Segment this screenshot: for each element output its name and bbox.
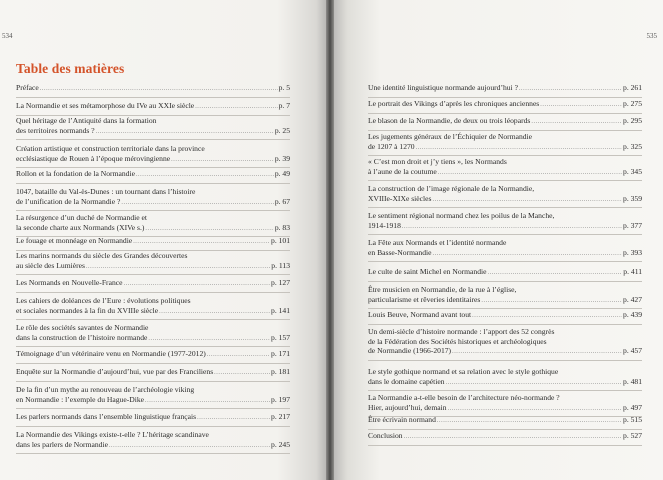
toc-entry <box>16 144 290 168</box>
toc-entry <box>368 327 642 361</box>
dot-leader <box>145 397 270 407</box>
toc-entry-line <box>16 367 290 379</box>
dot-leader <box>448 405 622 415</box>
toc-entry-title: en Basse-Normandie <box>368 247 432 257</box>
toc-entry-title: 1047, bataille du Val-ès-Dunes : un tournant dans l’histoire <box>16 187 196 196</box>
toc-entry-title: Le fouage et monnéage en Normandie <box>16 236 133 245</box>
toc-entry-title: au siècle des Lumières <box>16 260 85 270</box>
toc-entry-title: Louis Beuve, Normand avant tout <box>368 310 472 319</box>
toc-entry <box>368 132 642 156</box>
toc-page-ref: p. 411 <box>623 267 642 276</box>
toc-entry-line <box>368 99 642 111</box>
toc-entry <box>16 169 290 184</box>
toc-entry-title: Être musicien en Normandie, de la rue à l’église, <box>368 285 517 294</box>
toc-entry-line <box>368 142 642 154</box>
toc-entry <box>368 310 642 325</box>
toc-entry-title: particularisme et rêveries identitaires <box>368 294 481 304</box>
toc-entry-line <box>368 238 642 248</box>
dot-leader <box>531 118 622 128</box>
toc-page-ref: p. 5 <box>278 83 290 92</box>
toc-page-ref: p. 197 <box>271 394 290 404</box>
dot-leader <box>121 199 273 209</box>
toc-entry-title: Un demi-siècle d’histoire normande : l’apport des 52 congrès <box>368 327 555 336</box>
toc-page-ref: p. 127 <box>271 278 290 287</box>
toc-page-ref: p. 439 <box>623 310 642 319</box>
dot-leader <box>195 103 277 113</box>
dot-leader <box>136 171 274 181</box>
toc-entry-line <box>368 367 642 377</box>
dot-leader <box>472 312 622 322</box>
toc-page-ref: p. 481 <box>623 376 642 386</box>
toc-entry-title: De la fin d’un mythe au renouveau de l’archéologie viking <box>16 385 195 394</box>
toc-page-ref: p. 49 <box>274 169 290 178</box>
toc-entry-line <box>16 412 290 424</box>
toc-entry-title: La Normandie a-t-elle besoin de l’architecture néo-normande ? <box>368 393 560 402</box>
toc-entry-title: Quel héritage de l’Antiquité dans la formation <box>16 116 157 125</box>
toc-entry <box>368 238 642 262</box>
toc-entry-line <box>368 327 642 337</box>
toc-page-ref: p. 527 <box>623 431 642 440</box>
toc-entry-title: à l’aune de la coutume <box>368 166 437 176</box>
dot-leader <box>519 85 622 95</box>
toc-page-ref: p. 141 <box>271 305 290 315</box>
toc-page-ref: p. 181 <box>271 367 290 376</box>
toc-page-ref: p. 67 <box>274 196 290 206</box>
toc-page-ref: p. 7 <box>278 101 290 110</box>
toc-entry-title: La résurgence d’un duché de Normandie et <box>16 213 148 222</box>
left-page <box>0 0 326 480</box>
toc-entry-title: Les jugements généraux de l’Échiquier de Normandie <box>368 132 533 141</box>
left-page-number: 534 <box>2 32 13 40</box>
dot-leader <box>404 433 622 443</box>
toc-entry <box>16 349 290 364</box>
toc-page-ref: p. 515 <box>623 415 642 424</box>
toc-entry-title: Le sentiment régional normand chez les poilus de la Manche, <box>368 211 555 220</box>
toc-entry-line <box>368 346 642 358</box>
toc-entry-line <box>368 267 642 279</box>
dot-leader <box>96 128 274 138</box>
toc-entry <box>368 415 642 430</box>
toc-entry-line <box>368 431 642 443</box>
toc-entry <box>16 323 290 347</box>
toc-entry-line <box>16 223 290 235</box>
dot-leader <box>432 250 622 260</box>
dot-leader <box>159 308 270 318</box>
toc-entry-line <box>16 116 290 126</box>
dot-leader <box>432 196 622 206</box>
toc-entry-line <box>16 154 290 166</box>
dot-leader <box>488 269 623 279</box>
toc-entry <box>16 412 290 427</box>
dot-leader <box>197 414 270 424</box>
toc-entry-line <box>16 395 290 407</box>
dot-leader <box>86 263 270 273</box>
toc-entry <box>16 187 290 211</box>
toc-entry-line <box>368 295 642 307</box>
toc-entry-title: Préface <box>16 83 39 92</box>
toc-entry <box>16 278 290 293</box>
dot-leader <box>207 351 270 361</box>
toc-entry-line <box>368 403 642 415</box>
toc-entry <box>368 83 642 98</box>
toc-entry-line <box>368 116 642 128</box>
dot-leader <box>40 85 278 95</box>
toc-page-ref: p. 83 <box>274 222 290 232</box>
toc-entry-line <box>16 261 290 273</box>
toc-entry <box>16 367 290 382</box>
toc-page-ref: p. 325 <box>623 141 642 151</box>
toc-entry-title: dans les parlers de Normandie <box>16 439 108 449</box>
dot-leader <box>452 348 622 358</box>
toc-entry-title: et sociales normandes à la fin du XVIIIe siècle <box>16 305 159 315</box>
toc-entry-line <box>368 167 642 179</box>
toc-entry-title: de l’unification de la Normandie ? <box>16 196 121 206</box>
toc-page-ref: p. 377 <box>623 220 642 230</box>
toc-entry-line <box>16 101 290 113</box>
dot-leader <box>145 225 273 235</box>
toc-page-ref: p. 275 <box>623 99 642 108</box>
toc-page-ref: p. 217 <box>271 412 290 421</box>
toc-entry-line <box>16 236 290 248</box>
toc-entry-line <box>368 194 642 206</box>
toc-entry <box>368 99 642 114</box>
toc-entry-title: Le blason de la Normandie, de deux ou trois léopards <box>368 116 531 125</box>
toc-entry-title: XVIIIe-XIXe siècles <box>368 193 432 203</box>
toc-entry-line <box>16 385 290 395</box>
toc-entry-title: en Normandie : l’exemple du Hague-Dike <box>16 394 144 404</box>
toc-page-ref: p. 393 <box>623 247 642 257</box>
dot-leader <box>402 223 622 233</box>
toc-entry <box>16 236 290 251</box>
dot-leader <box>124 280 271 290</box>
toc-page-ref: p. 345 <box>623 166 642 176</box>
toc-entry-title: Une identité linguistique normande aujourd’hui ? <box>368 83 518 92</box>
toc-entry-title: de Normandie (1966-2017) <box>368 346 452 356</box>
toc-entry-line <box>16 440 290 452</box>
toc-page-ref: p. 101 <box>271 236 290 245</box>
toc-page-ref: p. 359 <box>623 193 642 203</box>
toc-entry-line <box>16 323 290 333</box>
toc-entry-line <box>368 83 642 95</box>
toc-page-ref: p. 427 <box>623 294 642 304</box>
toc-entry-title: Le rôle des sociétés savantes de Normandie <box>16 323 149 332</box>
toc-entry-line <box>16 83 290 95</box>
toc-entry <box>368 367 642 391</box>
toc-entry <box>368 157 642 181</box>
dot-leader <box>446 379 622 389</box>
toc-entry <box>368 184 642 208</box>
toc-entry <box>368 431 642 446</box>
toc-entry-line <box>368 310 642 322</box>
toc-entry-title: Les marins normands du siècle des Grandes découvertes <box>16 251 188 260</box>
toc-entry-line <box>16 349 290 361</box>
toc-entry-title: Être écrivain normand <box>368 415 436 424</box>
toc-entry-title: de 1207 à 1270 <box>368 141 415 151</box>
toc-entry <box>16 213 290 237</box>
toc-entry-line <box>16 306 290 318</box>
toc-entry-line <box>368 415 642 427</box>
toc-entry-title: dans la construction de l’histoire normande <box>16 332 148 342</box>
toc-entry-title: La Fête aux Normands et l’identité normande <box>368 238 507 247</box>
toc-entry-title: la seconde charte aux Normands (XIVe s.) <box>16 222 145 232</box>
toc-entry-title: Les parlers normands dans l’ensemble linguistique français <box>16 412 197 421</box>
toc-entry-title: La Normandie et ses métamorphose du IVe au XXIe siècle <box>16 101 195 110</box>
toc-entry-line <box>368 132 642 142</box>
toc-entry-title: de la Fédération des Sociétés historiques et archéologiques <box>368 336 547 346</box>
toc-entry <box>368 211 642 235</box>
toc-entry-line <box>16 296 290 306</box>
toc-entry-title: 1914-1918 <box>368 220 401 230</box>
dot-leader <box>481 297 622 307</box>
toc-entry-line <box>368 211 642 221</box>
toc-title: Table des matières <box>16 61 125 76</box>
toc-entry <box>368 393 642 417</box>
toc-entry-line <box>368 393 642 403</box>
dot-leader <box>109 442 270 452</box>
toc-entry <box>16 116 290 140</box>
toc-entry-line <box>16 333 290 345</box>
book-gutter <box>326 0 334 480</box>
toc-entry-title: Enquête sur la Normandie d’aujourd’hui, vue par des Franciliens <box>16 367 214 376</box>
toc-page-ref: p. 171 <box>271 349 290 358</box>
toc-entry-title: La construction de l’image régionale de la Normandie, <box>368 184 535 193</box>
toc-entry <box>16 430 290 454</box>
dot-leader <box>540 101 622 111</box>
dot-leader <box>214 369 270 379</box>
toc-page-ref: p. 39 <box>274 153 290 163</box>
toc-entry-line <box>16 197 290 209</box>
toc-entry <box>16 385 290 409</box>
toc-entry-line <box>16 213 290 223</box>
toc-page-ref: p. 25 <box>274 125 290 135</box>
toc-entry-line <box>16 278 290 290</box>
toc-page-ref: p. 113 <box>271 260 290 270</box>
toc-entry-title: Création artistique et construction territoriale dans la province <box>16 144 205 153</box>
toc-entry-title: « C’est mon droit et j’y tiens », les Normands <box>368 157 507 166</box>
toc-entry <box>16 101 290 116</box>
toc-entry-line <box>368 221 642 233</box>
toc-entry-title: Les Normands en Nouvelle-France <box>16 278 123 287</box>
dot-leader <box>133 238 270 248</box>
toc-entry-title: Le portrait des Vikings d’après les chroniques anciennes <box>368 99 540 108</box>
toc-entry-title: Témoignage d’un vétérinaire venu en Normandie (1977-2012) <box>16 349 206 358</box>
dot-leader <box>148 335 270 345</box>
toc-entry-line <box>368 184 642 194</box>
toc-entry-line <box>368 285 642 295</box>
toc-page-ref: p. 457 <box>623 346 642 356</box>
toc-page-ref: p. 157 <box>271 332 290 342</box>
toc-entry-title: dans le domaine capétien <box>368 376 445 386</box>
toc-entry-line <box>368 248 642 260</box>
toc-entry-line <box>368 157 642 167</box>
toc-entry-line <box>16 430 290 440</box>
toc-entry <box>368 285 642 309</box>
dot-leader <box>438 169 622 179</box>
toc-page-ref: p. 497 <box>623 402 642 412</box>
toc-entry-title: Rollon et la fondation de la Normandie <box>16 169 135 178</box>
toc-entry-title: La Normandie des Vikings existe-t-elle ? L’héritage scandinave <box>16 430 209 439</box>
toc-entry <box>16 251 290 275</box>
toc-entry-line <box>16 144 290 154</box>
toc-entry-title: Les cahiers de doléances de l’Eure : évolutions politiques <box>16 296 191 305</box>
toc-entry-line <box>368 337 642 347</box>
toc-entry-title: ecclésiastique de Rouen à l’époque mérovingienne <box>16 153 171 163</box>
dot-leader <box>416 144 622 154</box>
toc-page-ref: p. 261 <box>623 83 642 92</box>
right-page-number: 535 <box>646 32 657 40</box>
toc-entry-line <box>16 169 290 181</box>
toc-entry <box>16 296 290 320</box>
toc-entry-line <box>16 251 290 261</box>
toc-page-ref: p. 295 <box>623 116 642 125</box>
toc-entry-title: des territoires normands ? <box>16 125 95 135</box>
toc-page-ref: p. 245 <box>271 439 290 449</box>
toc-entry-line <box>16 187 290 197</box>
toc-entry-line <box>16 126 290 138</box>
toc-entry-title: Hier, aujourd’hui, demain <box>368 402 447 412</box>
toc-entry-line <box>368 377 642 389</box>
toc-entry-title: Le culte de saint Michel en Normandie <box>368 267 487 276</box>
toc-entry-title: Conclusion <box>368 431 403 440</box>
toc-entry-title: Le style gothique normand et sa relation avec le style gothique <box>368 367 559 376</box>
dot-leader <box>171 156 274 166</box>
toc-entry <box>368 116 642 131</box>
toc-entry <box>368 267 642 282</box>
dot-leader <box>437 417 622 427</box>
toc-entry <box>16 83 290 98</box>
